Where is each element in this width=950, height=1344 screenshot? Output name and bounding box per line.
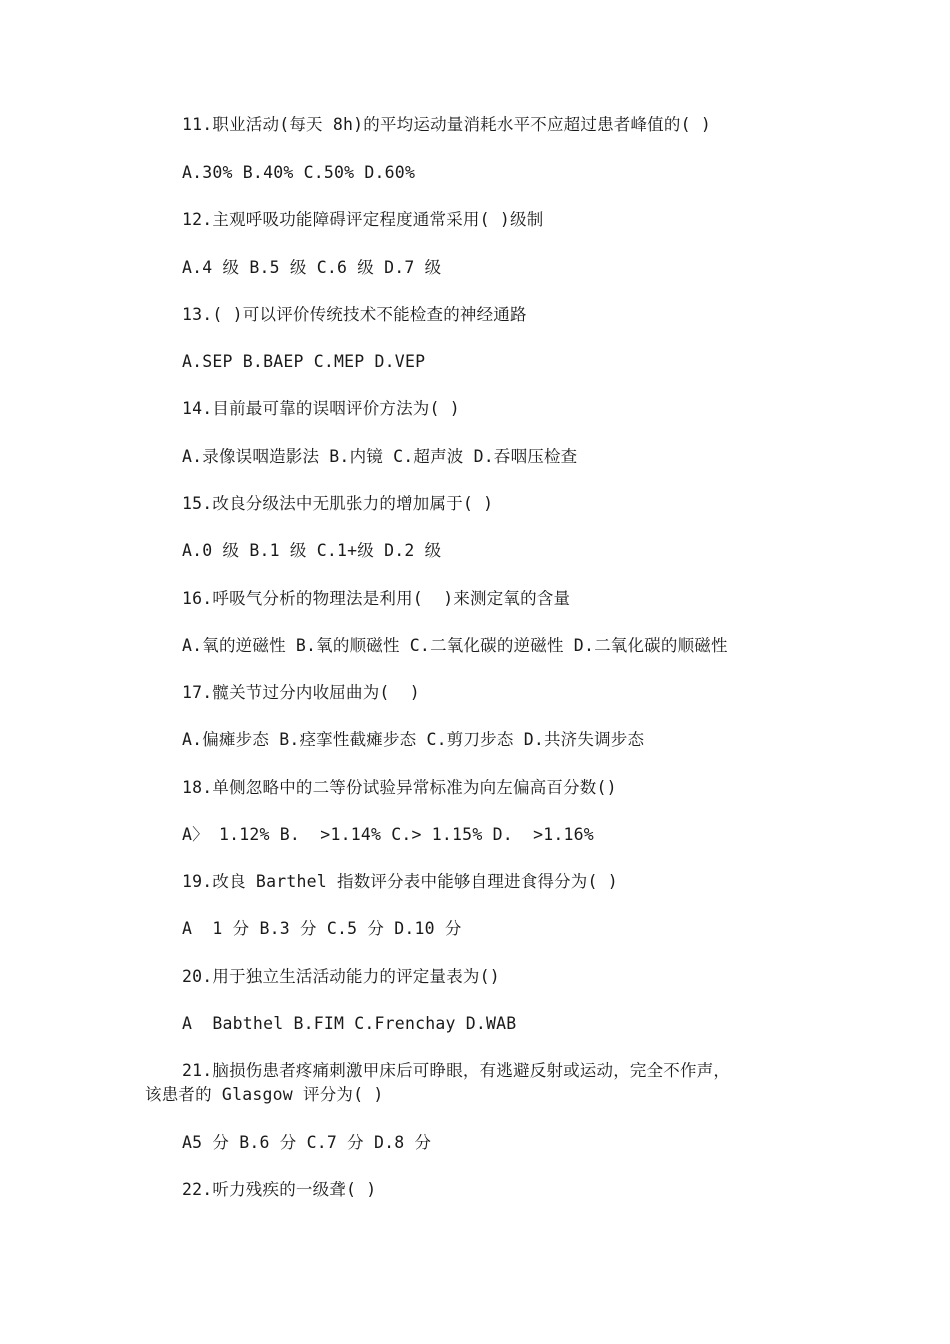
question-16-stem: 16.呼吸气分析的物理法是利用( )来测定氧的含量 [182, 589, 571, 608]
question-11-options: A.30% B.40% C.50% D.60% [182, 163, 416, 182]
question-19-options: A 1 分 B.3 分 C.5 分 D.10 分 [182, 919, 462, 938]
question-21-stem-line1: 21.脑损伤患者疼痛刺激甲床后可睁眼，有逃避反射或运动，完全不作声， [182, 1061, 731, 1080]
question-14-stem: 14.目前最可靠的误咽评价方法为( ) [182, 399, 460, 418]
question-15-options: A.0 级 B.1 级 C.1+级 D.2 级 [182, 541, 442, 560]
question-13-stem: 13.( )可以评价传统技术不能检查的神经通路 [182, 305, 527, 324]
question-17-options: A.偏瘫步态 B.痉挛性截瘫步态 C.剪刀步态 D.共济失调步态 [182, 730, 645, 749]
question-12-options: A.4 级 B.5 级 C.6 级 D.7 级 [182, 258, 442, 277]
question-12-stem: 12.主观呼吸功能障碍评定程度通常采用( )级制 [182, 210, 544, 229]
question-20-stem: 20.用于独立生活活动能力的评定量表为() [182, 967, 500, 986]
question-11-stem: 11.职业活动(每天 8h)的平均运动量消耗水平不应超过患者峰值的( ) [182, 115, 711, 134]
question-20-options: A Babthel B.FIM C.Frenchay D.WAB [182, 1014, 517, 1033]
question-21-stem-line2: 该患者的 Glasgow 评分为( ) [145, 1085, 384, 1104]
question-17-stem: 17.髋关节过分内收屈曲为( ) [182, 683, 420, 702]
question-21-options: A5 分 B.6 分 C.7 分 D.8 分 [182, 1133, 432, 1152]
question-13-options: A.SEP B.BAEP C.MEP D.VEP [182, 352, 426, 371]
question-18-stem: 18.单侧忽略中的二等份试验异常标准为向左偏高百分数() [182, 778, 617, 797]
question-14-options: A.录像误咽造影法 B.内镜 C.超声波 D.吞咽压检查 [182, 447, 578, 466]
question-15-stem: 15.改良分级法中无肌张力的增加属于( ) [182, 494, 494, 513]
question-19-stem: 19.改良 Barthel 指数评分表中能够自理进食得分为( ) [182, 872, 618, 891]
question-22-stem: 22.听力残疾的一级聋( ) [182, 1180, 377, 1199]
question-16-options: A.氧的逆磁性 B.氧的顺磁性 C.二氧化碳的逆磁性 D.二氧化碳的顺磁性 [182, 636, 728, 655]
question-18-options: A〉 1.12% B. >1.14% C.> 1.15% D. >1.16% [182, 825, 594, 844]
